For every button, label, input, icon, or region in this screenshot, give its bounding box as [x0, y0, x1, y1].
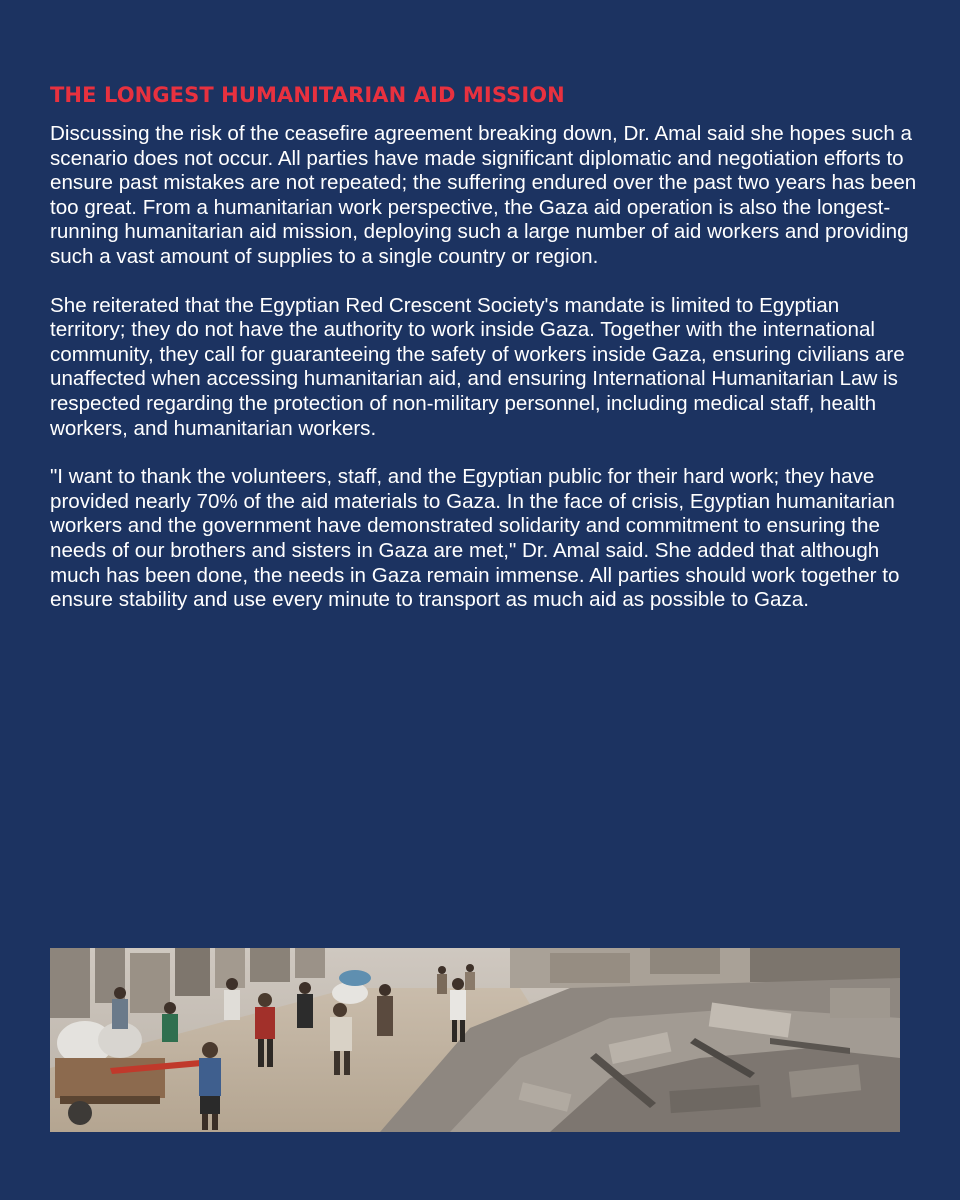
gaza-street-photo: [50, 948, 900, 1132]
article-paragraph: Discussing the risk of the ceasefire agreement breaking down, Dr. Amal said she hopes such a scenario does not occur. All parties have made significant diplomatic and negotiation efforts to ensure past mistakes are not repeated; the suffering endured over the past two years has been too great. From a humanitarian work perspective, the Gaza aid operation is also the longest-running humanitarian aid mission, deploying such a large number of aid workers and providing such a vast amount of supplies to a single country or region.: [50, 122, 917, 268]
article: [50, 80, 920, 637]
article-paragraph: "I want to thank the volunteers, staff, and the Egyptian public for their hard work; they have provided nearly 70% of the aid materials to Gaza. In the face of crisis, Egyptian humanitarian workers and the government have demonstrated solidarity and commitment to ensuring the needs of our brothers and sisters in Gaza are met," Dr. Amal said. She added that although much has been done, the needs in Gaza remain immense. All parties should work together to ensure stability and use every minute to transport as much aid as possible to Gaza.: [50, 465, 900, 612]
article-paragraph: She reiterated that the Egyptian Red Crescent Society's mandate is limited to Egyptian territory; they do not have the authority to work inside Gaza. Together with the international community, they call for guaranteeing the safety of workers inside Gaza, ensuring civilians are unaffected when accessing humanitarian aid, and ensuring International Humanitarian Law is respected regarding the protection of non-military personnel, including medical staff, health workers, and humanitarian workers.: [50, 293, 905, 440]
article-heading: THE LONGEST HUMANITARIAN AID MISSION: [50, 83, 565, 107]
